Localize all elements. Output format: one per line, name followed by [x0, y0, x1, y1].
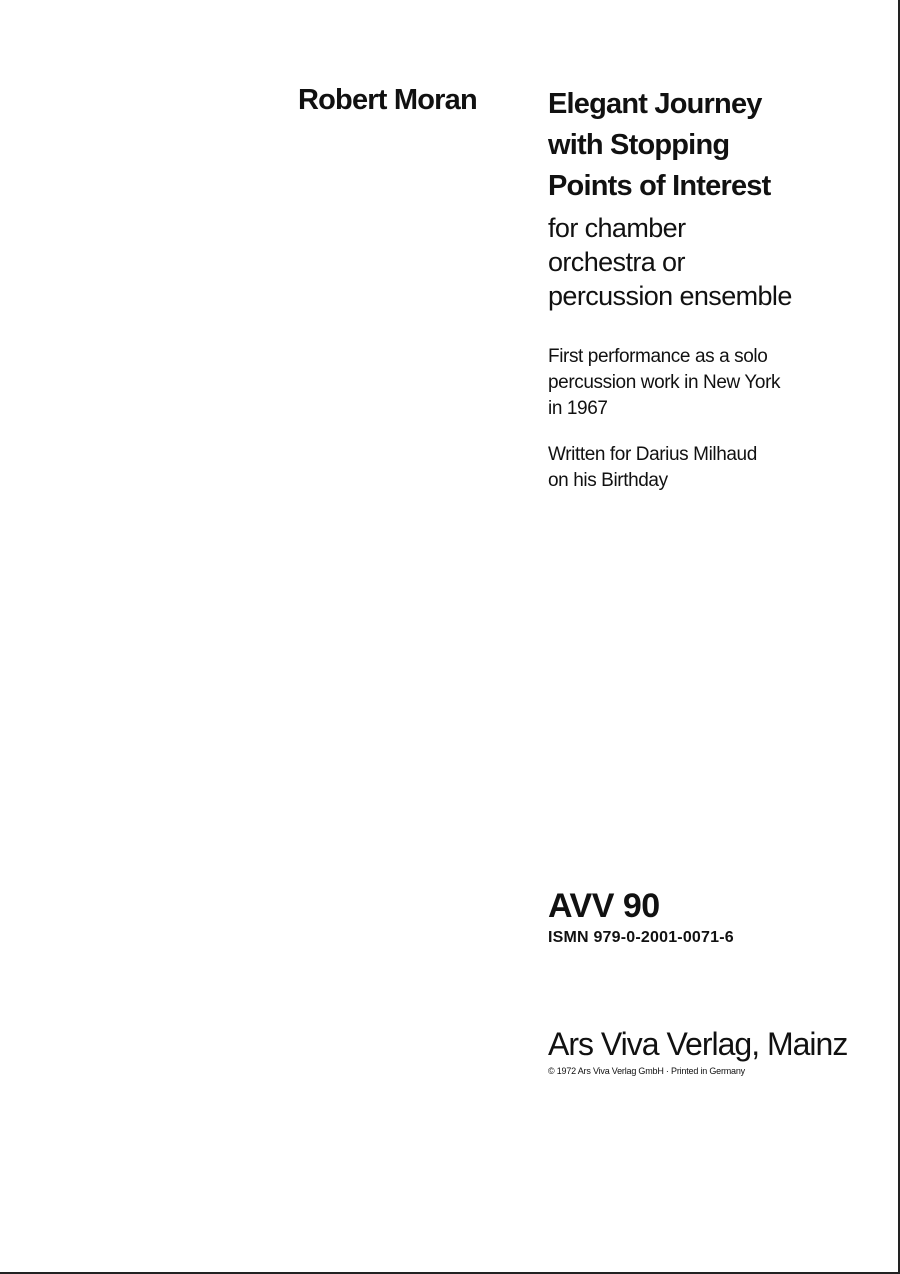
- performance-note: [548, 344, 878, 422]
- work-title: [548, 84, 878, 207]
- instrumentation: [548, 211, 878, 313]
- title-line: Points of Interest: [548, 170, 771, 202]
- publisher-name: Ars Viva Verlag, Mainz: [548, 1026, 848, 1062]
- catalog-number: AVV 90: [548, 887, 660, 925]
- performance-note-line: percussion work in New York: [548, 372, 781, 393]
- instrumentation-line: orchestra or: [548, 247, 685, 277]
- title-line: Elegant Journey: [548, 88, 762, 120]
- performance-note-line: First performance as a solo: [548, 346, 768, 367]
- composer-name: Robert Moran: [298, 84, 477, 116]
- instrumentation-line: for chamber: [548, 213, 686, 243]
- dedication-line: on his Birthday: [548, 470, 668, 491]
- dedication: [548, 442, 878, 494]
- instrumentation-line: percussion ensemble: [548, 281, 792, 311]
- copyright-notice: © 1972 Ars Viva Verlag GmbH · Printed in Germany: [548, 1066, 745, 1076]
- ismn-number: ISMN 979-0-2001-0071-6: [548, 929, 734, 946]
- title-line: with Stopping: [548, 129, 730, 161]
- performance-note-line: in 1967: [548, 398, 608, 419]
- dedication-line: Written for Darius Milhaud: [548, 444, 757, 465]
